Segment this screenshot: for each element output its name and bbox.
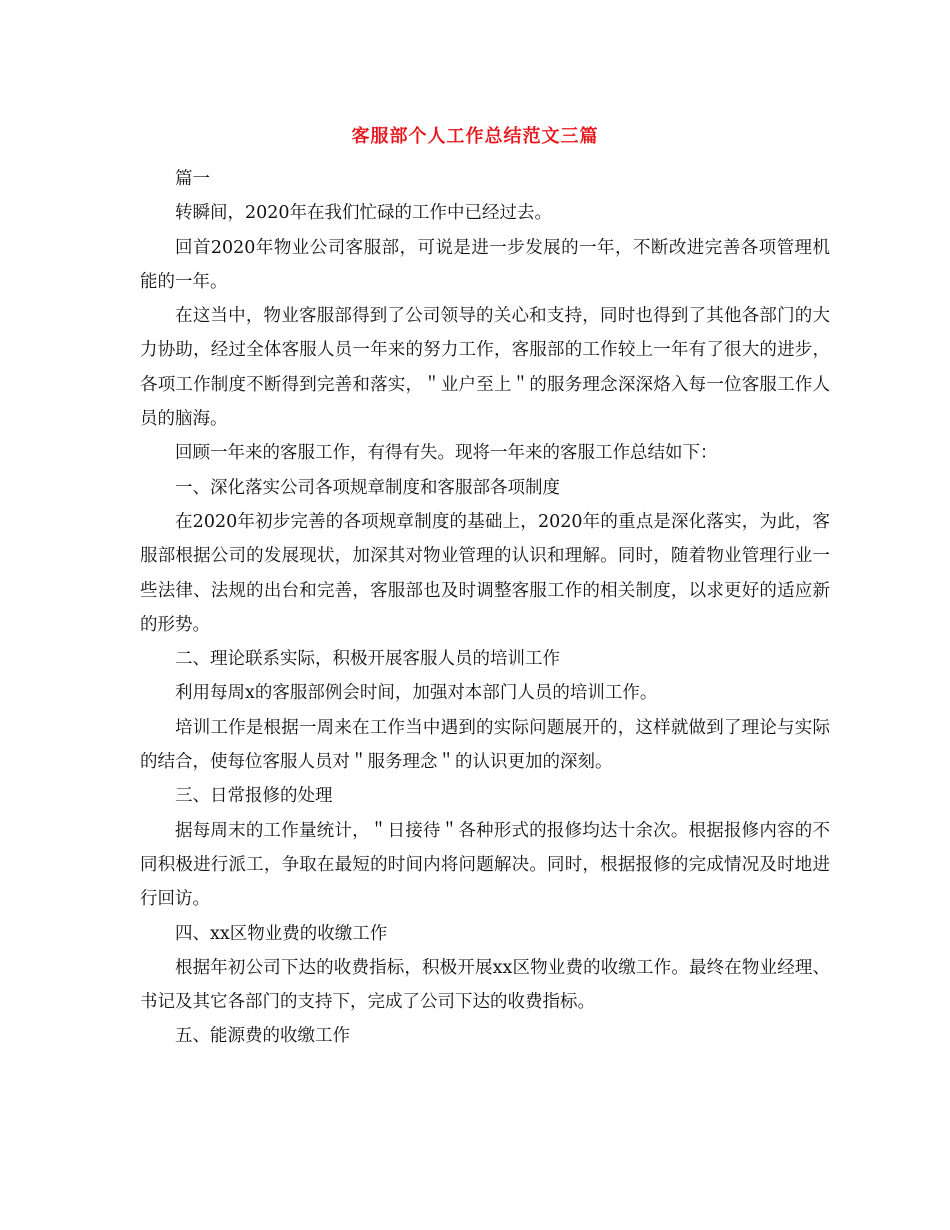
paragraph: 在这当中，物业客服部得到了公司领导的关心和支持，同时也得到了其他各部门的大力协助，经过全体客服人员一年来的努力工作，客服部的工作较上一年有了很大的进步，各项工作制度不断得到完善和落实，＂业户至上＂的服务理念深深烙入每一位客服工作人员的脑海。 <box>140 306 830 430</box>
section-heading: 四、xx区物业费的收缴工作 <box>175 923 388 944</box>
paragraph: 据每周末的工作量统计，＂日接待＂各种形式的报修均达十余次。根据报修内容的不同积极进行派工，争取在最短的时间内将问题解决。同时，根据报修的完成情况及时地进行回访。 <box>140 820 830 910</box>
document-body <box>140 162 830 1054</box>
section-heading: 三、日常报修的处理 <box>175 786 333 807</box>
heading-part-one: 篇一 <box>175 169 210 189</box>
document-title: 客服部个人工作总结范文三篇 <box>351 126 599 147</box>
section-heading: 一、深化落实公司各项规章制度和客服部各项制度 <box>175 477 560 498</box>
paragraph: 根据年初公司下达的收费指标，积极开展xx区物业费的收缴工作。最终在物业经理、书记及其它各部门的支持下，完成了公司下达的收费指标。 <box>140 957 830 1013</box>
paragraph: 培训工作是根据一周来在工作当中遇到的实际问题展开的，这样就做到了理论与实际的结合，使每位客服人员对＂服务理念＂的认识更加的深刻。 <box>140 717 830 773</box>
paragraph: 回首2020年物业公司客服部，可说是进一步发展的一年，不断改进完善各项管理机能的一年。 <box>140 237 830 292</box>
section-heading: 五、能源费的收缴工作 <box>175 1026 350 1047</box>
paragraph: 利用每周x的客服部例会时间，加强对本部门人员的培训工作。 <box>175 683 658 704</box>
section-heading: 二、理论联系实际，积极开展客服人员的培训工作 <box>175 649 560 670</box>
paragraph: 在2020年初步完善的各项规章制度的基础上，2020年的重点是深化落实，为此，客服部根据公司的发展现状，加深其对物业管理的认识和理解。同时，随着物业管理行业一些法律、法规的出台和完善，客服部也及时调整客服工作的相关制度，以求更好的适应新的形势。 <box>140 511 830 635</box>
paragraph: 回顾一年来的客服工作，有得有失。现将一年来的客服工作总结如下： <box>175 443 718 464</box>
paragraph: 转瞬间，2020年在我们忙碌的工作中已经过去。 <box>175 203 553 224</box>
